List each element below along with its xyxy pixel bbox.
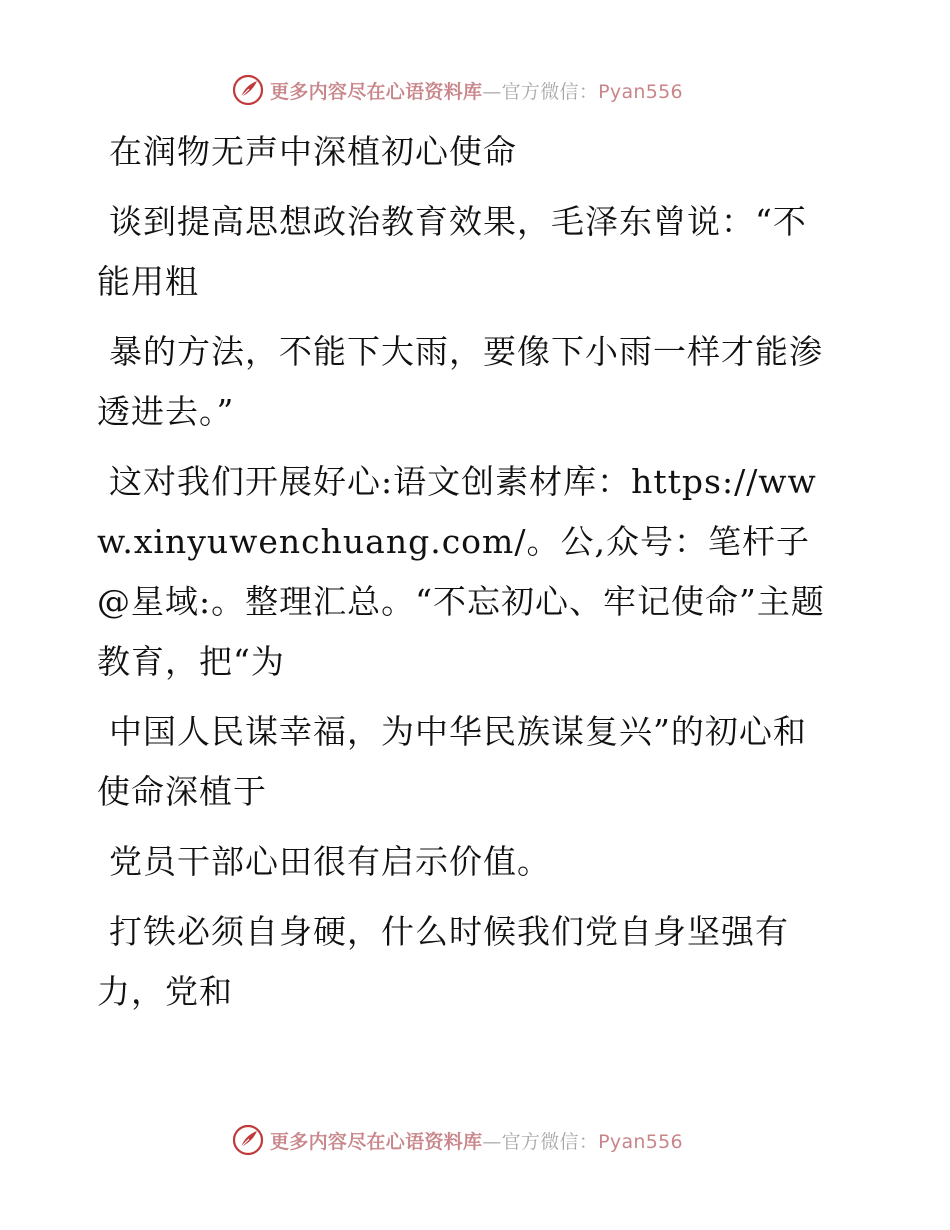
banner-text [270,77,683,104]
header-watermark-banner [232,72,683,108]
banner-brand: 更多内容尽在心语资料库 [270,80,483,103]
document-body [97,122,837,1032]
quill-logo-icon [232,1124,264,1156]
paragraph: 这对我们开展好心:语文创素材库：https://www.xinyuwenchuang.com/。公,众号：笔杆子@星域:。整理汇总。“不忘初心、牢记使命”主题教育，把“为 [97,462,825,681]
paragraph: 谈到提高思想政治教育效果，毛泽东曾说：“不能用粗 [97,202,807,301]
banner-dash: — [482,1130,502,1153]
banner-wechat-id: Pyan556 [598,1130,683,1153]
paragraph: 党员干部心田很有启示价值。 [109,842,551,881]
quill-logo-icon [232,74,264,106]
banner-text [270,1127,683,1154]
banner-wechat-label: 官方微信： [501,80,599,103]
footer-watermark-banner [232,1122,683,1158]
banner-dash: — [482,80,502,103]
banner-wechat-label: 官方微信： [501,1130,599,1153]
banner-brand: 更多内容尽在心语资料库 [270,1130,483,1153]
paragraph: 暴的方法，不能下大雨，要像下小雨一样才能渗透进去。” [97,332,823,431]
paragraph: 打铁必须自身硬，什么时候我们党自身坚强有力，党和 [97,912,789,1011]
paragraph: 中国人民谋幸福，为中华民族谋复兴”的初心和使命深植于 [97,712,807,811]
paragraph-title: 在润物无声中深植初心使命 [109,132,517,171]
banner-wechat-id: Pyan556 [598,80,683,103]
